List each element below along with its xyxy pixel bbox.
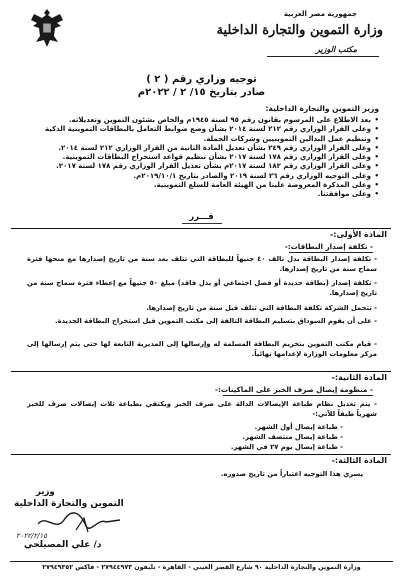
- list-item: • وعلى المذكرة المعروضة علينا من الهيئة العامة للسلع التموينية.: [27, 181, 379, 190]
- eagle-emblem-icon: [30, 6, 64, 50]
- article3-para: يسري هذا التوجيه اعتباراً من تاريخ صدوره.: [220, 470, 363, 478]
- article3-rule: [11, 454, 391, 455]
- list-item: • وعلى القرار الوزاري رقم ١٨٢ لسنة ٢٠١٧م بشأن تعديل القرار الوزاري رقم ١٧٨ لسنة ٢٠١٧.: [27, 162, 379, 171]
- article1-title: المادة الأولى:-: [329, 230, 387, 239]
- header-office: مكتب الوزير: [315, 45, 357, 54]
- article1-para-4: - على أن يقوم السوداق بتسليم البطاقة التالفة إلى مكتب التموين قبل استخراج البطاقة الجديدة.: [55, 317, 377, 325]
- list-item: • وعلى القرار الوزاري رقم ٢٤٩ بشأن تعديل المادة الثانية من القرار الوزاري ٢١٢ لسنة ٢٠١٤.: [27, 144, 379, 153]
- footer-divider: [10, 561, 393, 562]
- signature-date: ٢٠٢٢/٢/١٥: [16, 532, 48, 540]
- article2-item: - طباعة إيصال يوم ٢٧ في الشهر.: [231, 443, 343, 451]
- footer-address: وزارة التموين والتجارة الداخلية ٩٠ شارع القصر العيني - القاهرة - تليفون ٢٧٩٤٤٩٧٣ - فاكس ٢٧٩٤٩٣٥٢: [42, 564, 361, 571]
- decision-underline: [182, 223, 222, 224]
- header-country: جمهورية مصر العربية: [283, 10, 357, 18]
- header-divider: [267, 56, 379, 57]
- signature-title: وزير: [36, 487, 55, 497]
- list-item: • وتنظيم عمل البدالين التموينيين وشركات الجملة.: [27, 135, 379, 144]
- article2-title: المادة الثانية:-: [331, 373, 387, 382]
- article1-subtitle: - تكلفة إصدار البطاقات:-: [284, 242, 373, 251]
- directive-date: صادر بتاريخ ١٥/ ٢ / ٢٠٢٢م: [137, 87, 266, 98]
- signature-name: د/ علي المصيلحي: [24, 540, 102, 550]
- decision-heading: قـــرر: [189, 212, 214, 222]
- article2-para-1: - يتم تعديل نظام طباعة الإيصالات الدالة على صرف الخبز ويكتفي بطباعة ثلاث إيصالات صرف للخبز شهرياً طبقاً للآتي:-: [27, 400, 377, 418]
- preamble-list: [27, 116, 379, 200]
- list-item: • وعلى القرار الوزاري رقم ١٧٨ لسنة ٢٠١٧ بشأن تنظيم قواعد استخراج البطاقات التموينية.: [27, 153, 379, 162]
- article1-rule: [11, 228, 391, 229]
- signature-ministry: التموين والتجارة الداخلية: [14, 499, 124, 509]
- article2-rule: [11, 371, 391, 372]
- article1-para-3: - تتحمل الشركة تكلفة البطاقة التي تتلف قبل سنة من تاريخ إصدارها.: [146, 304, 377, 312]
- article1-subtitle-underline: [289, 252, 373, 253]
- article2-subtitle-underline: [223, 395, 373, 396]
- list-item: • بعد الاطلاع على المرسوم بقانون رقم ٩٥ لسنة ١٩٤٥م والخاص بشئون التموين وتعديلاته.: [27, 116, 379, 125]
- directive-title: توجيه وزاري رقم ( ٢ ): [146, 74, 257, 85]
- article1-para-5: - قيام مكتب التموين بتخريم البطاقة المسلمة له وإرسالها إلى المديرية التابعة لها حتى يتم إرسالها إلى مركز معلومات الوزارة لإعدامها نهائياً.: [27, 340, 377, 358]
- list-item: • وعلى التوجيه الوزاري رقم ٢٦ لسنة ٢٠١٩ والصادر بتاريخ ٢٠١٩/١٠/١م.: [27, 172, 379, 181]
- list-item: • وعلى موافقتنا.: [27, 190, 379, 199]
- article2-subtitle: - منظومة إيصال صرف الخبز على الماكينات:-: [214, 385, 373, 394]
- article3-title: المادة الثالثة:-: [331, 456, 387, 465]
- addressee: وزير التموين والتجارة الداخلية:: [265, 104, 379, 113]
- article1-para-1: - تكلفة إصدار البطاقة بدل تالف ٤٠ جنيهاً للبطاقة التي تتلف بعد سنة من تاريخ إصدارها مع منحها فترة سماح سنة من تاريخ إصدارها.: [27, 255, 377, 273]
- list-item: • وعلى القرار الوزاري رقم ٢١٢ لسنة ٢٠١٤ بشأن وضع ضوابط التعامل بالبطاقات التموينية الذكية: [27, 125, 379, 134]
- article1-para-2: - تكلفة إصدار (بطاقة جديدة أو فصل اجتماعي أو بدل فاقد) مبلغ ٥٠ جنيهاً مع إعطاء فترة سماح سنة من تاريخ إصدارها.: [27, 279, 377, 297]
- article2-item: - طباعة إيصال أول الشهر.: [255, 423, 343, 431]
- header-ministry: وزارة التموين والتجارة الداخلية: [216, 23, 383, 38]
- article2-item: - طباعة إيصال منتصف الشهر.: [243, 433, 343, 441]
